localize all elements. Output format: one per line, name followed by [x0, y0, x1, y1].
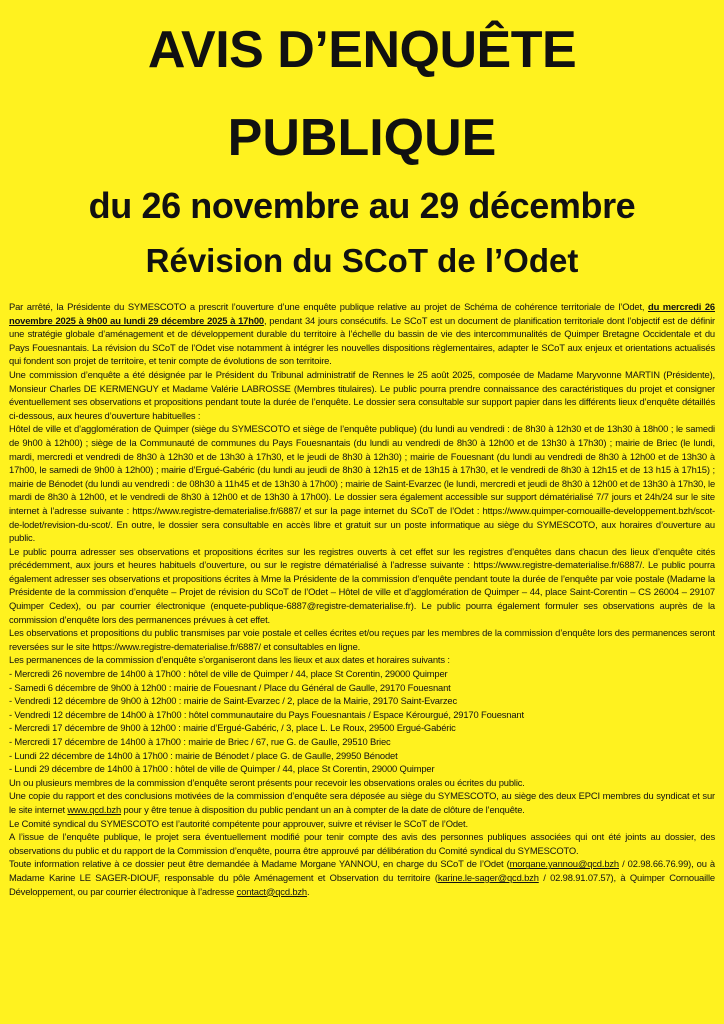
permanence-item: - Vendredi 12 décembre de 14h00 à 17h00 : hôtel communautaire du Pays Fouesnantais / Espace Kérourgué, 29170 Fouesnant: [9, 708, 524, 720]
paragraph-members-present: Un ou plusieurs membres de la commission d’enquête seront présents pour recevoir les observations orales ou écrites du public.: [9, 776, 525, 788]
inquiry-period: du mercredi 26 novembre 2025 à 9h00 au lundi 29 décembre 2025 à 17h00: [9, 301, 715, 326]
notice-body: [9, 300, 715, 898]
permanence-item: - Mercredi 17 décembre de 14h00 à 17h00 : mairie de Briec / 67, rue G. de Gaulle, 29510 Briec: [9, 736, 391, 747]
text: / 02.98.91.07.57), à Quimper Cornouaille Développement, ou par courrier électronique à l’adresse: [9, 871, 715, 897]
permanence-item: - Lundi 22 décembre de 14h00 à 17h00 : mairie de Bénodet / place G. de Gaulle, 29950 Bénodet: [9, 749, 398, 761]
text: Par arrêté, la Présidente du SYMESCOTO a prescrit l’ouverture d’une enquête publique relative au projet de Schéma de cohérence territoriale de l’Odet,: [9, 301, 649, 312]
text: pour y être tenue à disposition du public pendant un an à compter de la date de clôture de l’enquête.: [121, 803, 525, 815]
permanence-item: - Mercredi 17 décembre de 9h00 à 12h00 : mairie d’Ergué-Gabéric, / 3, place L. Le Roux, 29500 Ergué-Gabéric: [9, 722, 456, 734]
paragraph-contact: [9, 857, 715, 898]
qcd-website-link[interactable]: www.qcd.bzh: [67, 803, 122, 815]
paragraph-report: [9, 789, 715, 816]
permanence-item: - Vendredi 12 décembre de 9h00 à 12h00 : mairie de Saint-Evarzec / 2, place de la Mairie, 29170 Saint-Evarzec: [9, 695, 457, 707]
email-link-contact[interactable]: contact@qcd.bzh: [236, 885, 308, 897]
paragraph-permanences-intro: Les permanences de la commission d’enquête s’organiseront dans les lieux et aux dates et horaires suivants :: [9, 654, 450, 666]
permanence-item: - Lundi 29 décembre de 14h00 à 17h00 : hôtel de ville de Quimper / 44, place St Corentin, 29000 Quimper: [9, 763, 435, 775]
paragraph-authority: Le Comité syndical du SYMESCOTO est l’autorité compétente pour approuver, suivre et réviser le SCoT de l’Odet.: [9, 817, 468, 829]
permanence-item: - Mercredi 26 novembre de 14h00 à 17h00 : hôtel de ville de Quimper / 44, place St Corentin, 29000 Quimper: [9, 668, 448, 680]
notice-dates: du 26 novembre au 29 décembre: [88, 185, 636, 226]
text: Une copie du rapport et des conclusions motivées de la commission d’enquête sera déposée au siège du SYMESCOTO, au siège des deux EPCI membres du syndicat et sur le site internet: [9, 790, 715, 815]
text: .: [307, 885, 310, 897]
notice-title-line1: AVIS D’ENQUÊTE: [147, 21, 577, 79]
text: / 02.98.66.76.99), ou à Madame Karine LE SAGER-DIOUF, responsable du pôle Aménagement et Observation du territoire (: [9, 858, 715, 883]
paragraph-locations: Hôtel de ville et d’agglomération de Quimper (siège du SYMESCOTO et siège de l’enquête publique) (du lundi au vendredi : de 8h30 à 12h30 et de 13h30 à 18h00 ; le samedi de 9h00 à 12h00) ; siège de la Communauté de communes du Pays Fouesnantais (du lundi au vendredi de 8h30 à 12h00 et de 13h30 à 17h30) ; mairie de Briec (le lundi, mardi, mercredi et vendredi de 8h30 à 12h30 et de 13h30 à 17h30, et le jeudi de 8h30 à 12h30) ; mairie de Fouesnant (du lundi au vendredi de 8h30 à 12h00 et de 13h30 à 17h00, le samedi de 9h00 à 12h00) ; mairie d’Ergué-Gabéric (du lundi au jeudi de 8h30 à 12h15 et de 13h15 à 17h30, et le vendredi de 8h30 à 12h15 et de 13 h15 à 17h15) ; mairie de Bénodet (du lundi au vendredi : de 08h30 à 11h45 et de 13h30 à 17h00) ; mairie de Saint-Evarzec (le lundi, mercredi et jeudi de 8h30 à 12h00 et de 13h30 à 17h30, le mardi de 8h30 à 12h00, et le vendredi de 8h30 à 12h00 et de 13h30 à 17h00). Le dossier sera également accessible sur support dématérialisé 7/7 jours et 24h/24 sur le site internet à l’adresse suivante : https://www.registre-dematerialise.fr/6887/ et sur la page internet du SCoT de l’Odet : https://www.quimper-cornouaille-developpement.bzh/scot-de-lodet/revision-du-scot/. En outre, le dossier sera consultable en accès libre et gratuit sur un poste informatique au siège du SYMESCOTO, aux horaires d’ouverture au public.: [9, 423, 716, 544]
text: Toute information relative à ce dossier peut être demandée à Madame Morgane YANNOU, en charge du SCoT de l’Odet (: [9, 858, 510, 870]
notice-subject: Révision du SCoT de l’Odet: [145, 242, 579, 279]
notice-title-line2: PUBLIQUE: [227, 109, 497, 167]
permanence-item: - Samedi 6 décembre de 9h00 à 12h00 : mairie de Fouesnant / Place du Général de Gaulle, 29170 Fouesnant: [9, 681, 451, 693]
paragraph-observations: Le public pourra adresser ses observations et propositions écrites sur les registres ouverts à cet effet sur les registres d’enquêtes dans chacun des lieux d’enquête cités précédemment, aux jours et heures habituels d’ouverture, ou sur le registre dématérialisé à l’adresse suivante : https://www.registre-dematerialise.fr/6887/. Le public pourra également adresser ses observations et propositions écrites à Mme la Présidente de la commission d’enquête pendant toute la durée de l’enquête par voie postale (Madame la Présidente de la commission d’enquête – Projet de révision du SCoT de l’Odet – Hôtel de ville et d’agglomération de Quimper – 44, place Saint-Corentin – CS 26004 – 29107 Quimper Cedex), ou par courrier électronique (enquete-publique-6887@registre-dematerialise.fr). Le public pourra également formuler ses observations auprès de la commission d’enquête lors des permanences prévues à cet effet.: [9, 545, 715, 625]
email-link-morgane[interactable]: morgane.yannou@qcd.bzh: [509, 858, 619, 870]
paragraph-online: Les observations et propositions du public transmises par voie postale et celles écrites et/ou reçues par les membres de la commission d’enquête lors des permanences seront reversées sur le site https://www.registre-dematerialise.fr/6887/ et consultables en ligne.: [9, 627, 715, 652]
email-link-karine[interactable]: karine.le-sager@qcd.bzh: [437, 871, 539, 883]
paragraph-intro: [9, 300, 715, 368]
paragraph-commission: Une commission d’enquête a été désignée par le Président du Tribunal administratif de Rennes le 25 août 2025, composée de Madame Maryvonne MARTIN (Présidente), Monsieur Charles DE KERMENGUY et Madame Valérie LABROSSE (Membres titulaires). Le public pourra prendre connaissance des caractéristiques du projet et consigner éventuellement ses observations et propositions pendant toute la durée de l’enquête. Le dossier sera consultable sur support papier dans les différents lieux d’enquête détaillés ci-dessous, aux heures d’ouverture habituelles :: [9, 368, 715, 421]
paragraph-outcome: A l’issue de l’enquête publique, le projet sera éventuellement modifié pour tenir compte des avis des personnes publiques associées qui ont été joints au dossier, des observations du public et du rapport de la Commission d’enquête, pourra être approuvé par délibération du Comité syndical du SYMESCOTO.: [9, 831, 715, 856]
text: , pendant 34 jours consécutifs. Le SCoT est un document de planification territoriale dont l’objectif est de définir une stratégie globale d’aménagement et de développement durable du territoire à l’échelle du bassin de vie des intercommunalités de Quimper Bretagne Occidentale et du Pays Fouesnantais. La révision du SCoT de l’Odet vise notamment à intégrer les nouvelles dispositions règlementaires, adapter le SCoT aux enjeux et orientations actualisés qui fondent son projet de territoire, et tenir compte de évolutions de son territoire.: [9, 314, 715, 367]
